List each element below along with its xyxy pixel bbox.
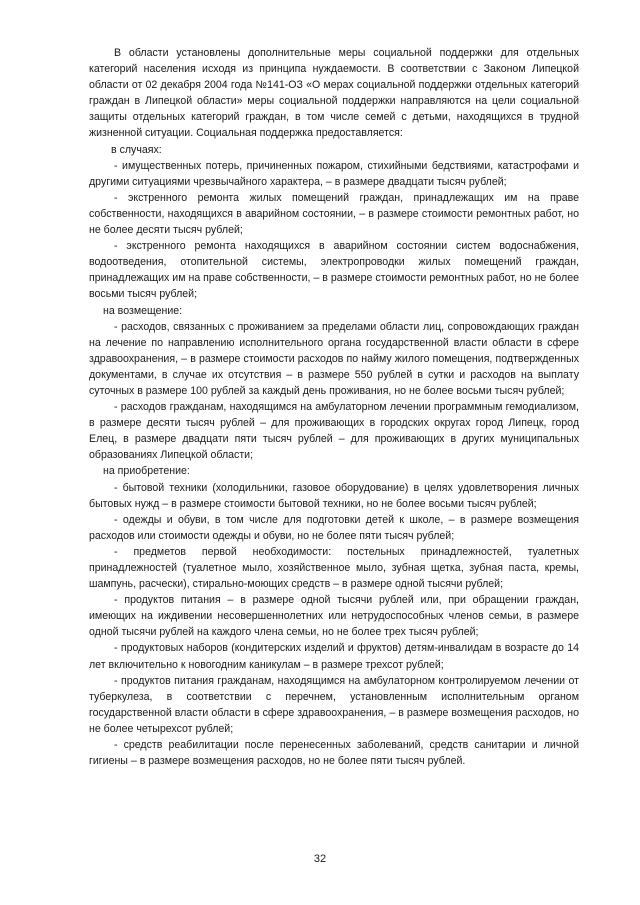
list-item: - одежды и обуви, в том числе для подготовки детей к школе, – в размере возмещения расходов или стоимости одежды и обуви, но не более пяти тысяч рублей; bbox=[89, 513, 579, 542]
intro-paragraph: В области установлены дополнительные меры социальной поддержки для отдельных категорий населения исходя из принципа нуждаемости. В соответствии с Законом Липецкой области от 02 декабря 2004 года №141-ОЗ «О мерах социальной поддержки отдельных категорий граждан в Липецкой области» меры социальной поддержки направляются на цели социальной защиты отдельных категорий граждан, в том числе семей с детьми, находящихся в трудной жизненной ситуации. Социальная поддержка предоставляется: bbox=[89, 47, 579, 140]
list-item: - предметов первой необходимости: постельных принадлежностей, туалетных принадлежностей (туалетное мыло, хозяйственное мыло, зубная щетка, зубная паста, кремы, шампунь, расчески), стирально-моющих средств – в размере одной тысячи рублей; bbox=[89, 545, 579, 591]
list-item: - средств реабилитации после перенесенных заболеваний, средств санитарии и личной гигиены – в размере возмещения расходов, но не более пяти тысяч рублей. bbox=[89, 739, 579, 768]
page-number: 32 bbox=[313, 853, 327, 865]
list-item: - продуктовых наборов (кондитерских изделий и фруктов) детям-инвалидам в возрасте до 14 лет включительно к новогодним каникулам – в размере трехсот рублей; bbox=[89, 642, 579, 671]
list-item: - расходов, связанных с проживанием за пределами области лиц, сопровождающих граждан на лечение по направлению исполнительного органа государственной власти области в сфере здравоохранения, – в размере стоимости расходов по найму жилого помещения, подтвержденных документами, в случае их отсутствия – в размере 550 рублей в сутки и расходов на выплату суточных в размере 100 рублей за каждый день проживания, но не более восьми тысяч рублей; bbox=[89, 320, 579, 397]
list-item: - продуктов питания – в размере одной тысячи рублей или, при обращении граждан, имеющих на иждивении несовершеннолетних или нетрудоспособных членов семьи, в размере одной тысячи рублей на каждого члена семьи, но не более трех тысяч рублей; bbox=[89, 594, 579, 639]
list-item: - продуктов питания гражданам, находящимся на амбулаторном контролируемом лечении от туберкулеза, в соответствии с перечнем, установленным исполнительным органом государственной власти области в сфере здравоохранения, – в размере возмещения расходов, но не более четырехсот рублей; bbox=[89, 674, 579, 735]
section-heading-purchase: на приобретение: bbox=[103, 465, 190, 478]
list-item: - имущественных потерь, причиненных пожаром, стихийными бедствиями, катастрофами и другими ситуациями чрезвычайного характера, – в размере двадцати тысяч рублей; bbox=[89, 159, 579, 188]
list-item: - экстренного ремонта находящихся в аварийном состоянии систем водоснабжения, водоотведения, отопительной системы, электропроводки жилых помещений граждан, принадлежащих им на праве собственности, – в размере стоимости ремонтных работ, но не более восьми тысяч рублей; bbox=[89, 240, 579, 301]
section-heading-cases: в случаях: bbox=[111, 143, 162, 156]
section-heading-reimbursement: на возмещение: bbox=[103, 304, 183, 317]
list-item: - бытовой техники (холодильники, газовое оборудование) в целях удовлетворения личных бытовых нужд – в размере стоимости бытовой техники, но не более восьми тысяч рублей; bbox=[89, 481, 579, 510]
body-text bbox=[89, 45, 579, 769]
list-item: - экстренного ремонта жилых помещений граждан, принадлежащих им на праве собственности, находящихся в аварийном состоянии, – в размере стоимости ремонтных работ, но не более десяти тысяч рублей; bbox=[89, 191, 579, 237]
list-item: - расходов гражданам, находящимся на амбулаторном лечении программным гемодиализом, в размере десяти тысяч рублей – для проживающих в городских округах город Липецк, город Елец, в размере двадцати пяти тысяч рублей – для проживающих в других муниципальных образованиях Липецкой области; bbox=[89, 401, 579, 462]
